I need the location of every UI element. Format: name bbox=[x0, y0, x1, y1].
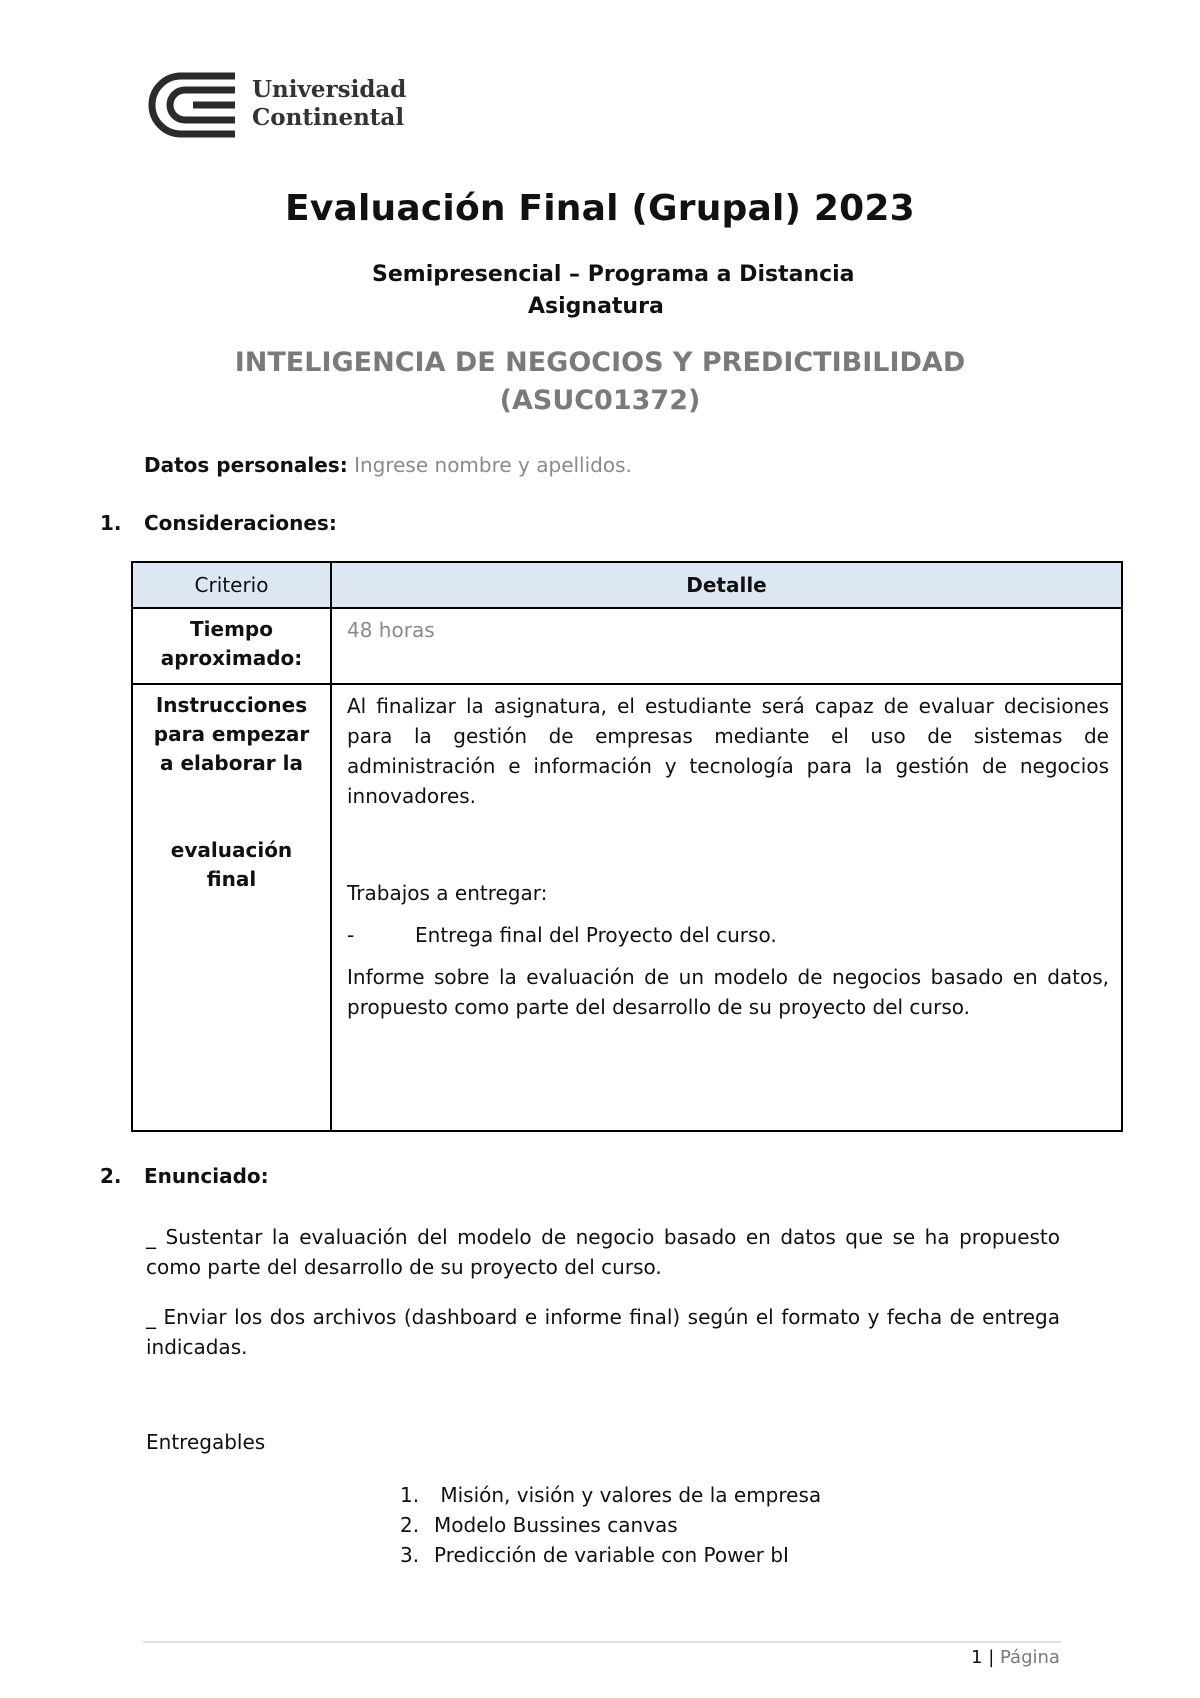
list-text: Modelo Bussines canvas bbox=[434, 1513, 678, 1537]
entregables-list bbox=[400, 1480, 821, 1570]
tiempo-value: 48 horas bbox=[347, 618, 435, 642]
bullet-text: Entrega final del Proyecto del curso. bbox=[415, 923, 777, 947]
section-2-heading bbox=[100, 1164, 500, 1194]
detalle-paragraph: Al finalizar la asignatura, el estudiante será capaz de evaluar decisiones para la gestión de empresas mediante el uso de sistemas de administración e información y tecnología para la gestión de negocios innovadores. bbox=[347, 694, 1109, 808]
personal-data bbox=[144, 453, 632, 477]
list-item bbox=[400, 1510, 821, 1540]
criterio-text: final bbox=[206, 867, 257, 891]
criterio-text: Instrucciones bbox=[155, 693, 308, 717]
list-item bbox=[400, 1480, 821, 1510]
list-number: 1. bbox=[400, 1483, 420, 1507]
section-number: 1. bbox=[100, 511, 122, 535]
list-item bbox=[400, 1540, 821, 1570]
criterio-text: aproximado: bbox=[160, 646, 303, 670]
table-row bbox=[132, 684, 1122, 1131]
detalle-paragraph: Trabajos a entregar: bbox=[347, 881, 548, 905]
detalle-cell bbox=[331, 608, 1122, 684]
list-text: Misión, visión y valores de la empresa bbox=[434, 1483, 822, 1507]
criterio-cell bbox=[132, 684, 331, 1131]
entregables-label: Entregables bbox=[146, 1430, 266, 1454]
section-number: 2. bbox=[100, 1164, 122, 1188]
course-line-2: (ASUC01372) bbox=[499, 385, 701, 416]
course-name bbox=[0, 344, 1200, 420]
university-logo-icon bbox=[143, 70, 253, 140]
brand-line-2: Continental bbox=[252, 104, 405, 131]
enunciado-paragraph-2: _ Enviar los dos archivos (dashboard e informe final) según el formato y fecha de entrega indicadas. bbox=[146, 1305, 1060, 1359]
list-number: 3. bbox=[400, 1543, 420, 1567]
subtitle: Semipresencial – Programa a Distancia bbox=[372, 262, 855, 287]
footer-separator: | bbox=[988, 1647, 995, 1668]
section-label: Enunciado: bbox=[144, 1164, 269, 1188]
personal-data-field[interactable]: Ingrese nombre y apellidos. bbox=[354, 453, 632, 477]
table-header-row bbox=[132, 562, 1122, 608]
criterio-text: Tiempo bbox=[190, 617, 273, 641]
course-line-1: INTELIGENCIA DE NEGOCIOS Y PREDICTIBILIDAD bbox=[234, 347, 966, 378]
page-number: 1 bbox=[971, 1647, 983, 1668]
criterio-text: a elaborar la bbox=[160, 751, 303, 775]
asignatura-label: Asignatura bbox=[528, 294, 664, 319]
criteria-table bbox=[131, 561, 1123, 1132]
personal-data-label: Datos personales: bbox=[144, 453, 348, 477]
header-detalle: Detalle bbox=[331, 562, 1122, 608]
table-row bbox=[132, 608, 1122, 684]
criterio-cell bbox=[132, 608, 331, 684]
criterio-text: evaluación bbox=[170, 838, 293, 862]
enunciado-paragraph-1: _ Sustentar la evaluación del modelo de negocio basado en datos que se ha propuesto como parte del desarrollo de su proyecto del curso. bbox=[146, 1225, 1060, 1279]
page-label: Página bbox=[1000, 1647, 1060, 1668]
section-label: Consideraciones: bbox=[144, 511, 337, 535]
header-criterio: Criterio bbox=[132, 562, 331, 608]
brand-line-1: Universidad bbox=[252, 76, 407, 103]
university-name bbox=[252, 76, 406, 132]
page-title: Evaluación Final (Grupal) 2023 bbox=[285, 188, 915, 229]
bullet-marker: - bbox=[347, 923, 355, 947]
section-1-heading bbox=[100, 511, 500, 541]
list-text: Predicción de variable con Power bI bbox=[434, 1543, 789, 1567]
detalle-cell bbox=[331, 684, 1122, 1131]
page-footer bbox=[971, 1647, 1060, 1668]
detalle-bullet-item bbox=[347, 920, 1109, 950]
detalle-paragraph: Informe sobre la evaluación de un modelo de negocios basado en datos, propuesto como parte del desarrollo de su proyecto del curso. bbox=[347, 965, 1109, 1019]
list-number: 2. bbox=[400, 1513, 420, 1537]
criterio-text: para empezar bbox=[153, 722, 310, 746]
footer-divider bbox=[143, 1641, 1061, 1643]
